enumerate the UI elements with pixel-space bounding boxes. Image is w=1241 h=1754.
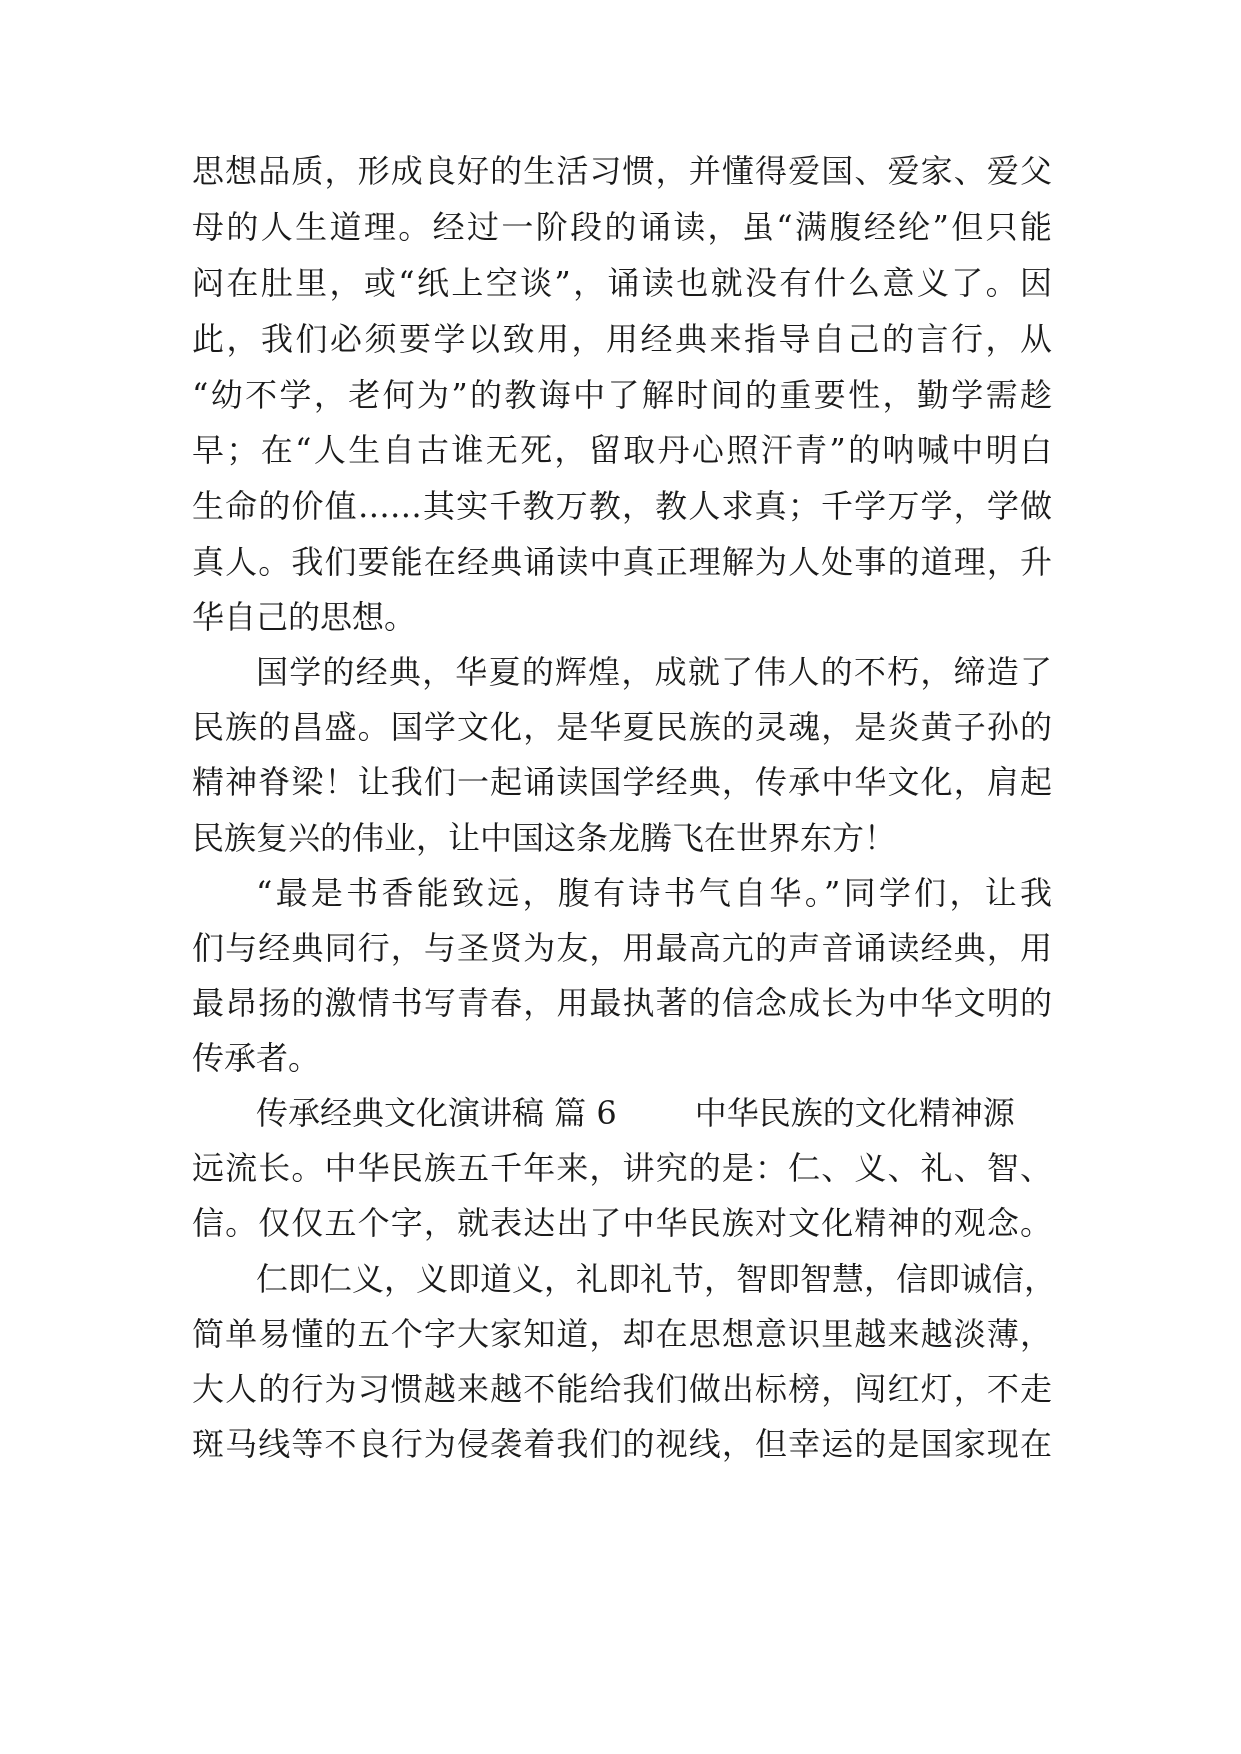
text-line: 民族复兴的伟业，让中国这条龙腾飞在世界东方！ <box>192 819 897 857</box>
text-line: 母的人生道理。经过一阶段的诵读，虽“满腹经纶”但只能 <box>192 208 1052 246</box>
text-line: 们与经典同行，与圣贤为友，用最高亢的声音诵读经典，用 <box>192 929 1052 967</box>
text-line: 国学的经典，华夏的辉煌，成就了伟人的不朽，缔造了 <box>256 653 1052 691</box>
section-heading-line <box>256 1090 1015 1136</box>
text-line: 斑马线等不良行为侵袭着我们的视线，但幸运的是国家现在 <box>192 1425 1052 1463</box>
text-line: 最昂扬的激情书写青春，用最执著的信念成长为中华文明的 <box>192 984 1052 1022</box>
text-line: 真人。我们要能在经典诵读中真正理解为人处事的道理，升 <box>192 543 1052 581</box>
section-first-text: 中华民族的文化精神源 <box>694 1094 1015 1132</box>
text-line: “最是书香能致远，腹有诗书气自华。”同学们，让我 <box>256 874 1052 912</box>
text-line: 民族的昌盛。国学文化，是华夏民族的灵魂，是炎黄子孙的 <box>192 708 1052 746</box>
text-line: 精神脊梁！让我们一起诵读国学经典，传承中华文化，肩起 <box>192 763 1052 801</box>
text-line: 信。仅仅五个字，就表达出了中华民族对文化精神的观念。 <box>192 1204 1052 1242</box>
text-line: 大人的行为习惯越来越不能给我们做出标榜，闯红灯，不走 <box>192 1370 1052 1408</box>
text-line: 早；在“人生自古谁无死，留取丹心照汗青”的呐喊中明白 <box>192 431 1052 469</box>
text-line: 简单易懂的五个字大家知道，却在思想意识里越来越淡薄， <box>192 1315 1052 1353</box>
section-heading: 传承经典文化演讲稿 篇 6 <box>256 1094 617 1132</box>
text-line: 仁即仁义，义即道义，礼即礼节，智即智慧，信即诚信， <box>256 1260 1057 1298</box>
text-line: “幼不学，老何为”的教诲中了解时间的重要性，勤学需趁 <box>192 376 1052 414</box>
text-line: 传承者。 <box>192 1039 321 1077</box>
text-line: 生命的价值……其实千教万教，教人求真；千学万学，学做 <box>192 487 1052 525</box>
text-line: 闷在肚里，或“纸上空谈”，诵读也就没有什么意义了。因 <box>192 264 1052 302</box>
text-line: 华自己的思想。 <box>192 598 417 636</box>
text-line: 思想品质，形成良好的生活习惯，并懂得爱国、爱家、爱父 <box>192 152 1052 190</box>
text-line: 此，我们必须要学以致用，用经典来指导自己的言行，从 <box>192 320 1052 358</box>
text-line: 远流长。中华民族五千年来，讲究的是：仁、义、礼、智、 <box>192 1149 1052 1187</box>
